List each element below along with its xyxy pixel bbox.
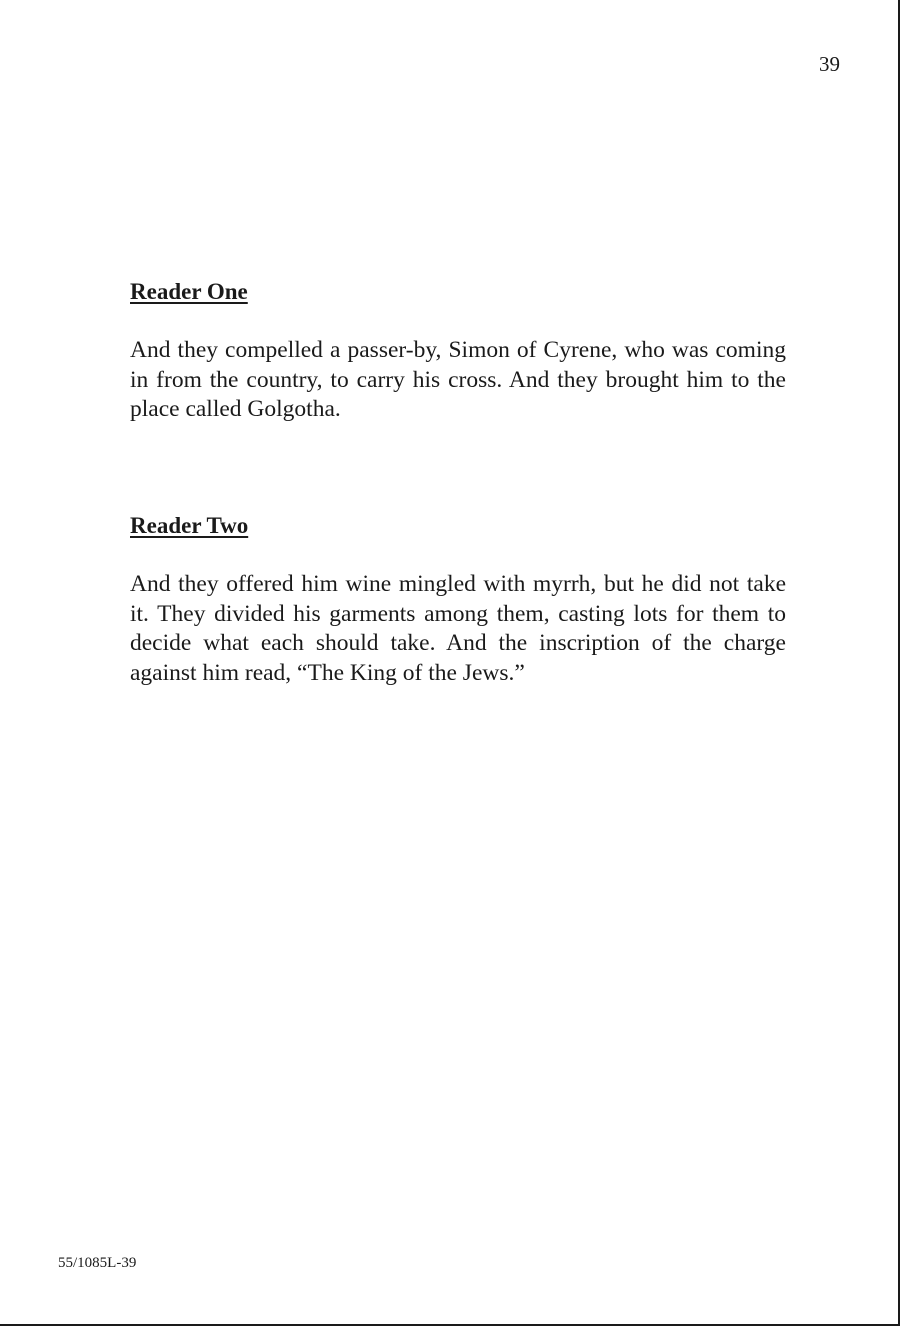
page-number: 39 bbox=[819, 52, 840, 76]
footer-code: 55/1085L-39 bbox=[58, 1255, 137, 1271]
reader-one-section bbox=[130, 278, 786, 425]
section-text: And they compelled a passer-by, Simon of Cyrene, who was coming in from the country, to carry his cross. And they brought him to the place called Golgotha. bbox=[130, 337, 786, 422]
reader-two-section bbox=[130, 512, 786, 688]
section-heading: Reader Two bbox=[130, 513, 249, 538]
section-text: And they offered him wine mingled with myrrh, but he did not take it. They divided his garments among them, casting lots for them to decide what each should take. And the inscription of the charge against him read, “The King of the Jews.” bbox=[130, 571, 786, 686]
section-heading: Reader One bbox=[130, 279, 248, 304]
